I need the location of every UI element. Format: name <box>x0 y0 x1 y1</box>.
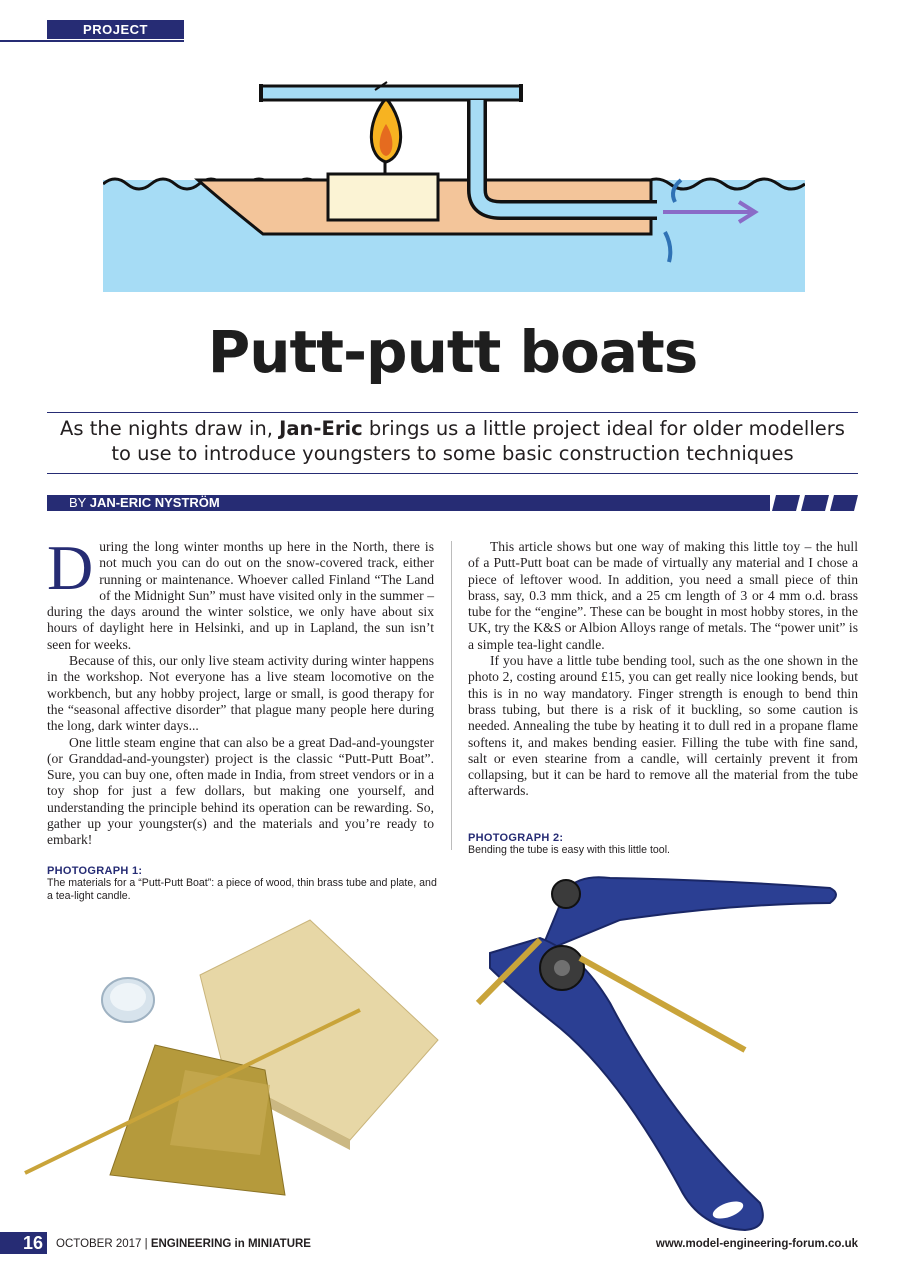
standfirst-top-rule <box>47 412 858 413</box>
article-column-2: This article shows but one way of making this little toy – the hull of a Putt-Putt boat can be made of virtually any material and I chose a piece of leftover wood. In addition, you need a small piece of thin brass, say, 0.3 mm thick, and a 25 cm length of 3 or 4 mm o.d. brass tube for the “engine”. These can be bought in most hobby stores, in the UK, try the K&S or Albion Alloys range of metals. The “power unit” is a simple tea-light candle. If you have a little tube bending tool, such as the one shown in the photo 2, costing around £15, you can get really nice looking bends, but this is in no way mandatory. Finger strength is enough to bend thin brass tubing, but there is a risk of it buckling, so some caution is needed. Annealing the tube by heating it to dull red in a propane flame softens it, and makes bending easier. Filling the tube with fine sand, salt or even stearine from a candle, will certainly prevent it from collapsing, but it can be hard to remove all the material from the tube afterwards. <box>468 539 858 799</box>
candle <box>328 174 438 220</box>
photo-2-bending-tool <box>470 858 870 1238</box>
page-number: 16 <box>0 1232 47 1254</box>
drop-cap: D <box>47 532 94 603</box>
byline-stripes <box>772 495 860 511</box>
article-title: Putt-putt boats <box>207 318 698 386</box>
pivot-bolt <box>552 880 580 908</box>
standfirst-author: Jan-Eric <box>279 417 363 440</box>
section-tag: PROJECT <box>47 20 184 39</box>
photo-1-materials <box>20 905 450 1205</box>
footer-issue: OCTOBER 2017 | ENGINEERING in MINIATURE <box>56 1238 311 1250</box>
footer-url: www.model-engineering-forum.co.uk <box>655 1238 858 1250</box>
standfirst: As the nights draw in, Jan-Eric brings us a little project ideal for older modellers to use to introduce youngsters to some basic construction techniques <box>60 417 845 465</box>
photo-1-caption: PHOTOGRAPH 1: The materials for a “Putt-Putt Boat”: a piece of wood, thin brass tube and plate, and a tea-light candle. <box>47 865 437 902</box>
section-rule <box>0 40 184 42</box>
standfirst-bottom-rule <box>47 473 858 474</box>
photo-2-caption: PHOTOGRAPH 2: Bending the tube is easy with this little tool. <box>468 832 670 856</box>
byline: BY JAN-ERIC NYSTRÖM <box>69 495 220 510</box>
boiler-top <box>261 86 521 100</box>
putt-putt-diagram <box>103 62 805 292</box>
column-divider <box>451 541 452 850</box>
article-column-1: During the long winter months up here in the North, there is not much you can do out on the snow-covered track, either running or maintenance. Whoever called Finland “The Land of the Midnight Sun” must have visited only in the summer – during the days around the winter solstice, we only have about six hours of daylight here in Helsinki, and up in Lapland, the sun isn’t seen for weeks. Because of this, our only live steam activity during winter happens in the workshop. Not everyone has a live steam locomotive on the workbench, but any hobby project, large or small, is good therapy for the “seasonal affective disorder” that plague many people here during the long, dark winter days... One little steam engine that can also be a great Dad-and-youngster (or Granddad-and-youngster) project is the classic “Putt-Putt Boat”. Sure, you can buy one, often made in India, from street vendors or in a toy shop for just a few dollars, but making one yourself, and understanding the principle behind its operation can be rewarding. So, gather up your youngster(s) and the materials and you’re ready to embark! <box>47 532 434 848</box>
